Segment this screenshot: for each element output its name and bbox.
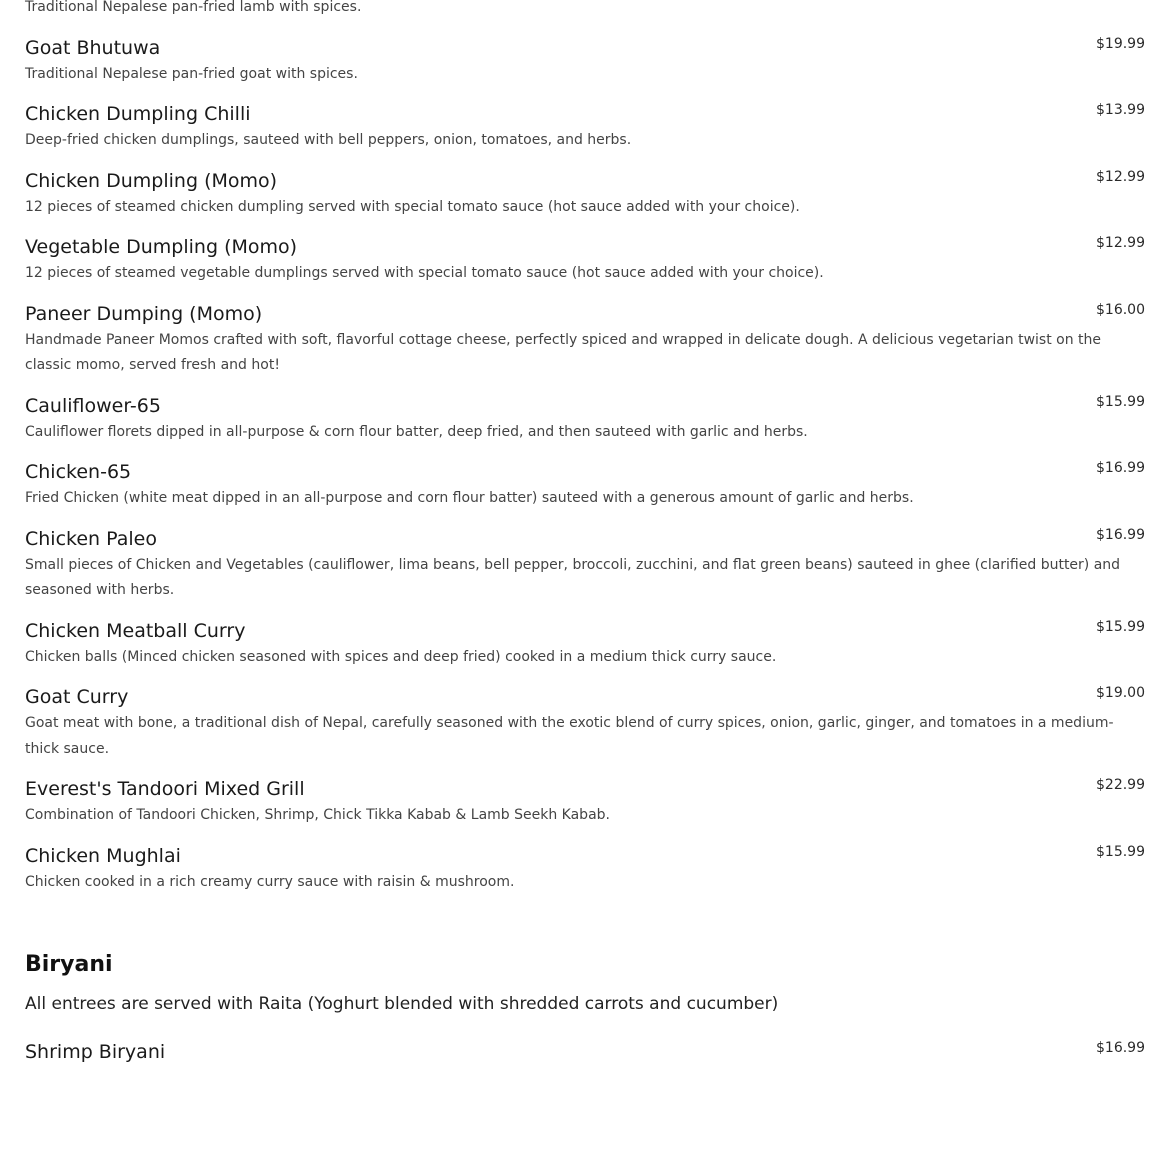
menu-item-price: $13.99 xyxy=(1096,102,1145,118)
menu-item-price: $16.99 xyxy=(1096,1040,1145,1056)
section-title: Biryani xyxy=(25,952,113,977)
menu-item xyxy=(0,234,1170,287)
menu-item-name: Everest's Tandoori Mixed Grill xyxy=(25,778,305,800)
menu-item-name: Paneer Dumping (Momo) xyxy=(25,302,263,325)
menu-item-description: Chicken cooked in a rich creamy curry sauce with raisin & mushroom. xyxy=(25,873,515,890)
menu-item-name: Vegetable Dumpling (Momo) xyxy=(25,236,298,258)
menu-item-price: $12.99 xyxy=(1096,235,1145,251)
menu-item-price: $15.99 xyxy=(1096,843,1145,860)
menu-item xyxy=(0,684,1170,762)
menu-item-price: $19.99 xyxy=(1096,35,1145,52)
menu-item-price: $16.00 xyxy=(1096,301,1145,318)
menu-item-name: Chicken Dumpling (Momo) xyxy=(25,169,278,192)
menu-item xyxy=(0,618,1170,671)
menu-item-description: Handmade Paneer Momos crafted with soft, flavorful cottage cheese, perfectly spiced and wrapped in delicate dough. A delicious vegetarian twist on the classic momo, served fresh and hot! xyxy=(25,331,1102,373)
menu-item-price: $15.99 xyxy=(1096,393,1145,410)
menu-item-description: 12 pieces of steamed chicken dumpling served with special tomato sauce (hot sauce added with your choice). xyxy=(25,198,800,215)
menu-item-description: Combination of Tandoori Chicken, Shrimp, Chick Tikka Kabab & Lamb Seekh Kabab. xyxy=(25,807,610,823)
menu-item-description: Fried Chicken (white meat dipped in an all-purpose and corn flour batter) sauteed with a generous amount of garlic and herbs. xyxy=(25,490,914,506)
menu-item xyxy=(0,526,1170,604)
menu-item-price: $19.00 xyxy=(1096,685,1145,701)
biryani-section xyxy=(0,949,1170,1017)
menu-item-name: Chicken-65 xyxy=(25,461,132,483)
menu-item xyxy=(0,301,1170,379)
menu-item-description: Goat meat with bone, a traditional dish of Nepal, carefully seasoned with the exotic blend of curry spices, onion, garlic, ginger, and tomatoes in a medium-thick sauce. xyxy=(25,715,1114,757)
menu-item-name: Chicken Meatball Curry xyxy=(25,619,246,642)
menu-item-price: $16.99 xyxy=(1096,526,1145,543)
menu-item-description: Chicken balls (Minced chicken seasoned with spices and deep fried) cooked in a medium thick curry sauce. xyxy=(25,648,777,665)
menu-item-price: $15.99 xyxy=(1096,618,1145,635)
menu-item-name: Chicken Dumpling Chilli xyxy=(25,103,251,125)
menu-item-price: $16.99 xyxy=(1096,460,1145,476)
menu-item xyxy=(0,35,1170,88)
menu-item-price: $12.99 xyxy=(1096,168,1145,185)
menu-item xyxy=(0,1039,1170,1065)
menu-item-partial xyxy=(0,0,1170,21)
menu-item-description: 12 pieces of steamed vegetable dumplings served with special tomato sauce (hot sauce added with your choice). xyxy=(25,265,824,281)
section-note: All entrees are served with Raita (Yoghurt blended with shredded carrots and cucumber) xyxy=(25,994,779,1014)
menu-item xyxy=(0,843,1170,896)
menu-item-name: Goat Bhutuwa xyxy=(25,36,161,59)
menu-item-description: Traditional Nepalese pan-fried lamb with spices. xyxy=(25,0,362,15)
menu-item-price: $22.99 xyxy=(1096,777,1145,793)
menu-item xyxy=(0,459,1170,512)
menu-item-name: Chicken Paleo xyxy=(25,527,157,550)
menu-item xyxy=(0,101,1170,154)
menu-item xyxy=(0,168,1170,221)
menu-item-name: Cauliflower-65 xyxy=(25,394,161,417)
menu-item-name: Shrimp Biryani xyxy=(25,1041,166,1063)
menu-item-description: Small pieces of Chicken and Vegetables (cauliflower, lima beans, bell pepper, broccoli, zucchini, and flat green beans) sauteed in ghee (clarified butter) and seasoned with herbs. xyxy=(25,556,1121,598)
menu-item-name: Goat Curry xyxy=(25,686,129,708)
menu-item-name: Chicken Mughlai xyxy=(25,844,181,867)
menu-item-description: Traditional Nepalese pan-fried goat with spices. xyxy=(25,65,358,82)
menu-item-description: Deep-fried chicken dumplings, sauteed with bell peppers, onion, tomatoes, and herbs. xyxy=(25,132,632,148)
menu-item xyxy=(0,776,1170,829)
menu-item xyxy=(0,393,1170,446)
menu-item-description: Cauliflower florets dipped in all-purpose & corn flour batter, deep fried, and then sauteed with garlic and herbs. xyxy=(25,423,808,440)
